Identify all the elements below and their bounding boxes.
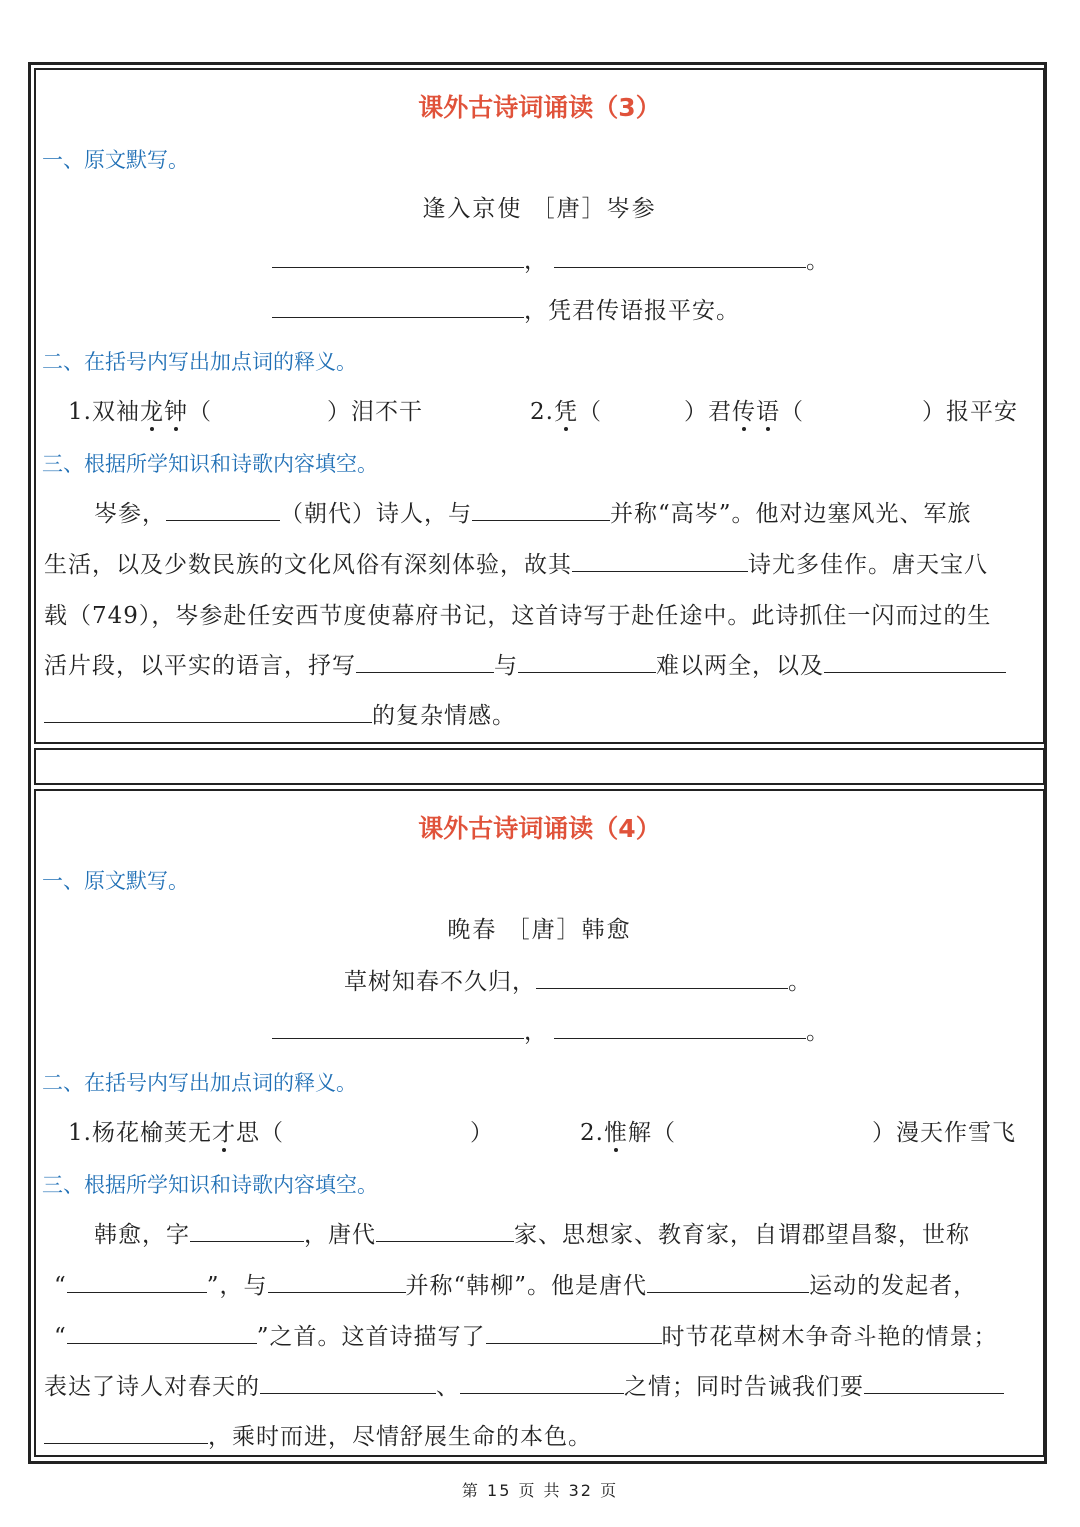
section-4-box bbox=[34, 789, 1045, 1457]
section-4-para-line-4: 表达了诗人对春天的 、 之情；同时告诫我们要 bbox=[44, 1368, 1004, 1401]
section-4-poem-heading bbox=[36, 911, 1043, 944]
blank[interactable] bbox=[44, 1421, 208, 1444]
blank[interactable] bbox=[166, 498, 280, 521]
section-3-heading-2: 二、在括号内写出加点词的释义。 bbox=[42, 350, 357, 374]
section-3-poem-line-1: ， 。 bbox=[272, 242, 830, 275]
section-4-poem-line-2: ， 。 bbox=[272, 1013, 830, 1046]
poem-dynasty: ［唐］ bbox=[531, 196, 607, 222]
section-4-para-line-5: ，乘时而进，尽情舒展生命的本色。 bbox=[44, 1418, 592, 1451]
section-3-para-line-2: 生活，以及少数民族的文化风俗有深刻体验，故其 诗尤多佳作。唐天宝八 bbox=[44, 546, 988, 579]
blank[interactable] bbox=[376, 1219, 514, 1242]
section-3-heading-3: 三、根据所学知识和诗歌内容填空。 bbox=[42, 452, 378, 476]
section-3-para-line-3: 载（749），岑参赴任安西节度使幕府书记，这首诗写于赴任途中。此诗抓住一闪而过的生 bbox=[44, 603, 992, 629]
blank[interactable] bbox=[272, 1016, 524, 1039]
blank[interactable] bbox=[472, 498, 610, 521]
blank[interactable] bbox=[554, 245, 806, 268]
blank[interactable] bbox=[486, 1321, 662, 1344]
page-number: 第 15 页 共 32 页 bbox=[461, 1481, 619, 1500]
blank[interactable] bbox=[44, 700, 372, 723]
section-3-poem-heading bbox=[36, 190, 1043, 223]
blank[interactable] bbox=[572, 549, 748, 572]
blank[interactable] bbox=[67, 1270, 207, 1293]
section-4-heading-2: 二、在括号内写出加点词的释义。 bbox=[42, 1071, 357, 1095]
blank[interactable] bbox=[554, 1016, 806, 1039]
blank[interactable] bbox=[864, 1371, 1004, 1394]
section-3-box bbox=[34, 68, 1045, 744]
poem-title: 晚春 bbox=[447, 917, 498, 943]
blank[interactable] bbox=[824, 650, 1006, 673]
blank[interactable] bbox=[272, 295, 524, 318]
section-3-title: 课外古诗词诵读（3） bbox=[418, 93, 661, 122]
blank[interactable] bbox=[272, 245, 524, 268]
section-3-para-line-4: 活片段，以平实的语言，抒写 与 难以两全，以及 bbox=[44, 647, 1006, 680]
section-4-q1: 1.杨花榆荚无才思（ ） bbox=[68, 1120, 494, 1146]
blank[interactable] bbox=[190, 1219, 304, 1242]
blank[interactable] bbox=[647, 1270, 809, 1293]
section-4-title: 课外古诗词诵读（4） bbox=[418, 814, 661, 843]
section-4-para-line-3: “ ”之首。这首诗描写了 时节花草树木争奇斗艳的情景； bbox=[54, 1318, 998, 1351]
blank[interactable] bbox=[268, 1270, 406, 1293]
poem-title: 逢入京使 bbox=[422, 196, 523, 222]
section-3-heading-1: 一、原文默写。 bbox=[42, 148, 189, 172]
poem-dynasty: ［唐］ bbox=[506, 917, 582, 943]
blank[interactable] bbox=[518, 650, 656, 673]
section-3-q2: 2.凭（ ）君传语（ ）报平安 bbox=[530, 399, 1018, 425]
blank[interactable] bbox=[260, 1371, 436, 1394]
section-4-heading-3: 三、根据所学知识和诗歌内容填空。 bbox=[42, 1173, 378, 1197]
blank[interactable] bbox=[536, 966, 788, 989]
section-4-q2: 2.惟解（ ）漫天作雪飞 bbox=[580, 1120, 1016, 1146]
section-3-poem-line-2: ，凭君传语报平安。 bbox=[272, 292, 740, 325]
section-3-q1: 1.双袖龙钟（ ）泪不干 bbox=[68, 399, 423, 425]
section-4-heading-1: 一、原文默写。 bbox=[42, 869, 189, 893]
blank[interactable] bbox=[356, 650, 494, 673]
section-4-para-line-2: “ ”，与 并称“韩柳”。他是唐代 运动的发起者， bbox=[54, 1267, 977, 1300]
section-3-para-line-1: 岑参， （朝代）诗人，与 并称“高岑”。他对边塞风光、军旅 bbox=[94, 495, 972, 528]
section-3-para-line-5: 的复杂情感。 bbox=[44, 697, 516, 730]
poem-author: 韩愈 bbox=[581, 917, 632, 943]
section-4-para-line-1: 韩愈，字 ，唐代 家、思想家、教育家，自谓郡望昌黎，世称 bbox=[94, 1216, 970, 1249]
blank[interactable] bbox=[460, 1371, 624, 1394]
separator-box bbox=[34, 748, 1045, 785]
section-4-poem-line-1: 草树知春不久归， 。 bbox=[344, 963, 812, 996]
blank[interactable] bbox=[67, 1321, 257, 1344]
poem-author: 岑参 bbox=[606, 196, 657, 222]
